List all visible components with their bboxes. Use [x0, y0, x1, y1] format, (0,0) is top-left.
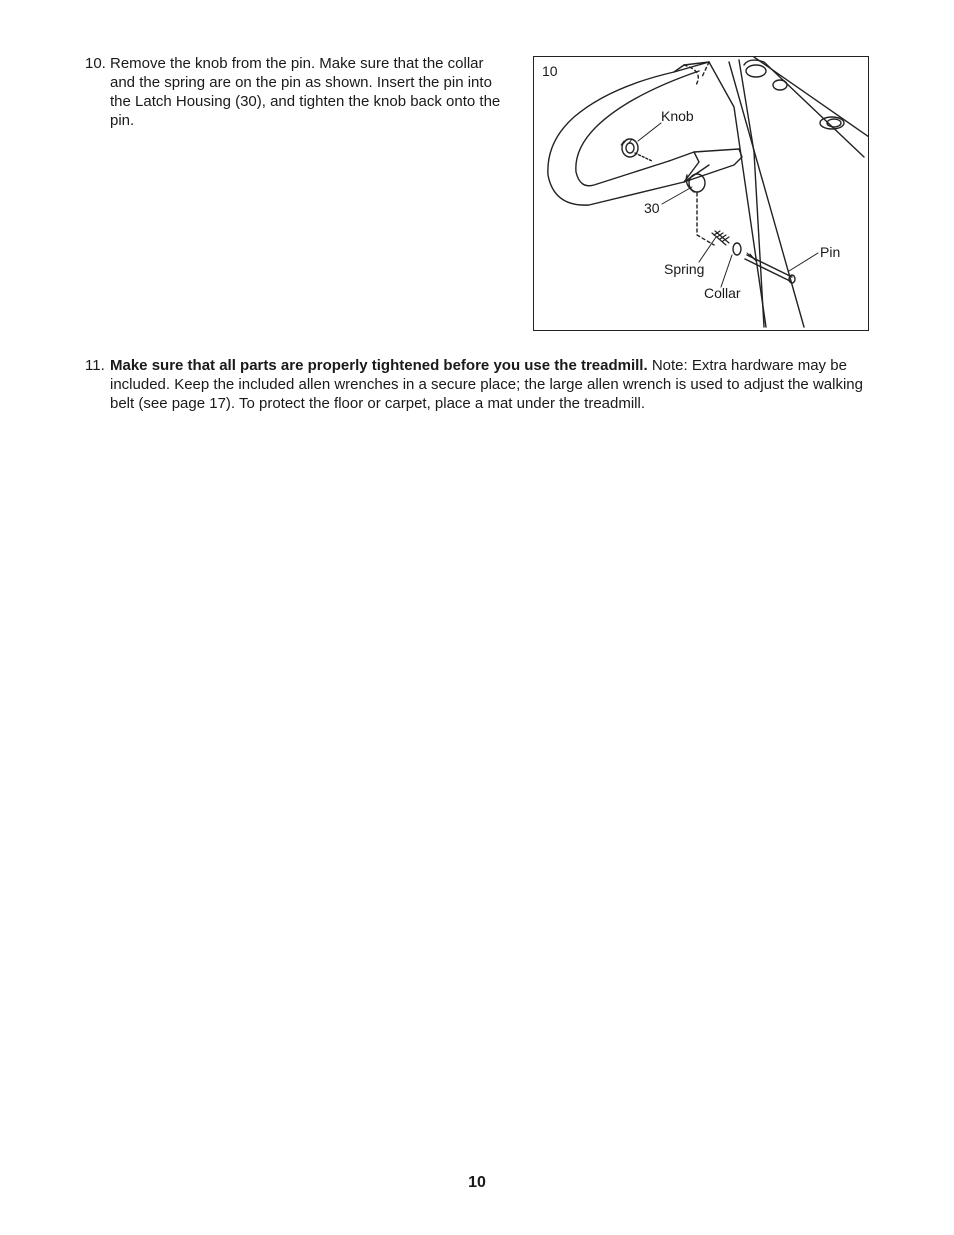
step-10-text: Remove the knob from the pin. Make sure that the collar and the spring are on the pin as shown. Insert the pin into the Latch Housing (30), and tighten the knob back onto the pin. — [110, 55, 501, 129]
leader-knob — [638, 123, 661, 141]
label-collar: Collar — [704, 285, 741, 301]
collar — [733, 243, 741, 255]
latch-housing — [669, 149, 742, 182]
step-11-bold-text: Make sure that all parts are properly tightened before you use the treadmill. — [110, 357, 648, 374]
step-11-number: 11. — [85, 357, 105, 374]
leader-collar — [721, 255, 732, 287]
assembly-illustration — [534, 57, 869, 331]
page-number: 10 — [468, 1174, 486, 1191]
assembly-figure-10 — [533, 56, 869, 331]
leader-pin — [789, 253, 818, 271]
step-11-note: Note: Extra hardware may be included. Keep the included allen wrenches in a secure place; the large allen wrench is used to adjust the walking belt (see page 17). To protect the floor or carpet, place a mat under the treadmill. — [110, 357, 863, 412]
label-knob: Knob — [661, 108, 694, 124]
step-10-number: 10. — [85, 55, 106, 72]
step-11-text — [110, 356, 875, 413]
alignment-line — [697, 193, 714, 245]
handrail-outer — [548, 62, 709, 205]
crossbar — [744, 60, 864, 157]
label-30: 30 — [644, 200, 660, 216]
label-pin: Pin — [820, 244, 841, 260]
leader-30 — [662, 187, 692, 204]
spring — [712, 231, 729, 245]
label-spring: Spring — [664, 261, 705, 277]
figure-number: 10 — [542, 63, 558, 79]
handrail-inner — [576, 71, 699, 186]
